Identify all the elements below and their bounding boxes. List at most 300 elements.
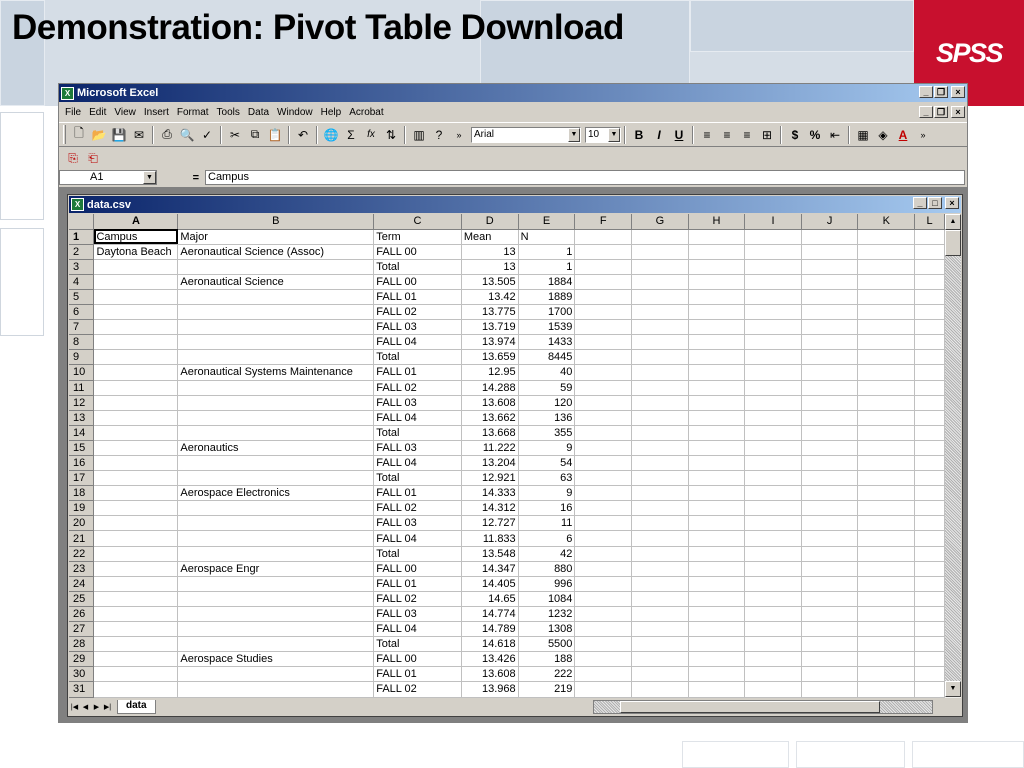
- cell-e[interactable]: 1539: [518, 320, 575, 335]
- cell-empty[interactable]: [632, 546, 689, 561]
- cell-empty[interactable]: [688, 637, 745, 652]
- cell-d[interactable]: 13: [461, 259, 518, 274]
- cell-empty[interactable]: [858, 365, 915, 380]
- cell-empty[interactable]: [745, 591, 802, 606]
- cell-a[interactable]: Campus: [94, 229, 178, 244]
- cell-b[interactable]: [178, 591, 374, 606]
- menu-tools[interactable]: Tools: [216, 106, 240, 118]
- cell-a[interactable]: [94, 456, 178, 471]
- cell-empty[interactable]: [858, 380, 915, 395]
- currency-button[interactable]: $: [791, 127, 799, 142]
- cell-empty[interactable]: [688, 305, 745, 320]
- cell-empty[interactable]: [858, 606, 915, 621]
- row-header[interactable]: 22: [69, 546, 94, 561]
- cell-empty[interactable]: [575, 546, 632, 561]
- row-header[interactable]: 1: [69, 229, 94, 244]
- menu-acrobat[interactable]: Acrobat: [349, 106, 384, 118]
- cell-a[interactable]: [94, 471, 178, 486]
- cell-c[interactable]: FALL 00: [374, 274, 462, 289]
- cell-empty[interactable]: [575, 456, 632, 471]
- cell-b[interactable]: [178, 425, 374, 440]
- cell-empty[interactable]: [915, 682, 945, 697]
- hyperlink-icon[interactable]: 🌐: [323, 127, 339, 142]
- cell-empty[interactable]: [801, 652, 858, 667]
- help-icon[interactable]: ?: [435, 127, 443, 142]
- cell-empty[interactable]: [858, 667, 915, 682]
- cell-empty[interactable]: [745, 380, 802, 395]
- cell-empty[interactable]: [632, 350, 689, 365]
- column-header-j[interactable]: J: [801, 214, 858, 229]
- chevron-down-icon[interactable]: ▼: [568, 128, 580, 142]
- cell-c[interactable]: FALL 00: [374, 652, 462, 667]
- cell-empty[interactable]: [745, 259, 802, 274]
- row-header[interactable]: 27: [69, 622, 94, 637]
- cell-b[interactable]: Aeronautics: [178, 440, 374, 455]
- cell-b[interactable]: Aeronautical Systems Maintenance: [178, 365, 374, 380]
- cell-empty[interactable]: [745, 244, 802, 259]
- cell-empty[interactable]: [575, 259, 632, 274]
- cell-empty[interactable]: [575, 682, 632, 697]
- cell-empty[interactable]: [745, 667, 802, 682]
- cell-empty[interactable]: [745, 516, 802, 531]
- cell-empty[interactable]: [632, 335, 689, 350]
- cell-c[interactable]: FALL 03: [374, 395, 462, 410]
- cell-e[interactable]: 355: [518, 425, 575, 440]
- cell-empty[interactable]: [858, 486, 915, 501]
- cell-empty[interactable]: [858, 561, 915, 576]
- cell-empty[interactable]: [575, 516, 632, 531]
- cell-b[interactable]: Aeronautical Science (Assoc): [178, 244, 374, 259]
- cell-a[interactable]: [94, 501, 178, 516]
- cell-empty[interactable]: [858, 456, 915, 471]
- next-sheet-icon[interactable]: ▶: [93, 703, 100, 711]
- cell-a[interactable]: [94, 667, 178, 682]
- scroll-down-icon[interactable]: ▼: [945, 681, 961, 697]
- cell-empty[interactable]: [688, 501, 745, 516]
- cell-d[interactable]: 14.312: [461, 501, 518, 516]
- cell-empty[interactable]: [632, 682, 689, 697]
- cell-empty[interactable]: [801, 622, 858, 637]
- cell-empty[interactable]: [575, 561, 632, 576]
- cell-b[interactable]: Aerospace Electronics: [178, 486, 374, 501]
- merge-center-icon[interactable]: ⊞: [761, 127, 773, 142]
- close-icon[interactable]: ×: [951, 106, 965, 118]
- cell-d[interactable]: 13.608: [461, 395, 518, 410]
- cell-empty[interactable]: [632, 606, 689, 621]
- cell-e[interactable]: 9: [518, 440, 575, 455]
- cell-empty[interactable]: [915, 652, 945, 667]
- cell-empty[interactable]: [688, 486, 745, 501]
- cell-e[interactable]: 880: [518, 561, 575, 576]
- cell-empty[interactable]: [801, 637, 858, 652]
- cell-empty[interactable]: [801, 380, 858, 395]
- cell-a[interactable]: [94, 637, 178, 652]
- menu-help[interactable]: Help: [320, 106, 342, 118]
- sheet-tab-data[interactable]: data: [117, 700, 156, 714]
- cell-empty[interactable]: [858, 591, 915, 606]
- cell-a[interactable]: [94, 289, 178, 304]
- cell-empty[interactable]: [688, 425, 745, 440]
- cell-d[interactable]: 14.288: [461, 380, 518, 395]
- cell-b[interactable]: [178, 410, 374, 425]
- cell-empty[interactable]: [632, 425, 689, 440]
- cell-empty[interactable]: [801, 305, 858, 320]
- cell-b[interactable]: Aeronautical Science: [178, 274, 374, 289]
- cell-empty[interactable]: [801, 365, 858, 380]
- cell-empty[interactable]: [688, 652, 745, 667]
- cell-empty[interactable]: [688, 350, 745, 365]
- cell-empty[interactable]: [801, 335, 858, 350]
- row-header[interactable]: 18: [69, 486, 94, 501]
- cell-b[interactable]: [178, 531, 374, 546]
- cell-e[interactable]: 1232: [518, 606, 575, 621]
- cell-empty[interactable]: [745, 606, 802, 621]
- cell-empty[interactable]: [745, 576, 802, 591]
- menu-window[interactable]: Window: [277, 106, 313, 118]
- cell-empty[interactable]: [745, 395, 802, 410]
- row-header[interactable]: 15: [69, 440, 94, 455]
- cell-b[interactable]: [178, 682, 374, 697]
- print-icon[interactable]: ⎙: [162, 127, 172, 141]
- cell-c[interactable]: FALL 04: [374, 410, 462, 425]
- cell-e[interactable]: 188: [518, 652, 575, 667]
- restore-icon[interactable]: ❐: [934, 86, 948, 98]
- row-header[interactable]: 7: [69, 320, 94, 335]
- cell-c[interactable]: Total: [374, 546, 462, 561]
- row-header[interactable]: 12: [69, 395, 94, 410]
- cell-empty[interactable]: [575, 244, 632, 259]
- cell-empty[interactable]: [915, 244, 945, 259]
- row-header[interactable]: 4: [69, 274, 94, 289]
- cell-empty[interactable]: [915, 591, 945, 606]
- row-header[interactable]: 6: [69, 305, 94, 320]
- menu-data[interactable]: Data: [247, 106, 270, 118]
- cell-empty[interactable]: [915, 501, 945, 516]
- cell-empty[interactable]: [575, 637, 632, 652]
- cell-b[interactable]: [178, 637, 374, 652]
- cell-empty[interactable]: [745, 682, 802, 697]
- cell-a[interactable]: [94, 682, 178, 697]
- cell-empty[interactable]: [915, 486, 945, 501]
- cell-c[interactable]: FALL 01: [374, 289, 462, 304]
- row-header[interactable]: 21: [69, 531, 94, 546]
- cell-e[interactable]: 6: [518, 531, 575, 546]
- cell-empty[interactable]: [858, 305, 915, 320]
- cell-empty[interactable]: [632, 561, 689, 576]
- cell-b[interactable]: [178, 606, 374, 621]
- cell-a[interactable]: [94, 531, 178, 546]
- cell-d[interactable]: 12.921: [461, 471, 518, 486]
- cell-empty[interactable]: [632, 410, 689, 425]
- cell-c[interactable]: FALL 02: [374, 305, 462, 320]
- cell-empty[interactable]: [801, 501, 858, 516]
- cell-empty[interactable]: [801, 606, 858, 621]
- cell-empty[interactable]: [688, 320, 745, 335]
- excel-title-bar[interactable]: [59, 84, 967, 102]
- cell-empty[interactable]: [745, 456, 802, 471]
- percent-button[interactable]: %: [809, 127, 821, 142]
- cell-empty[interactable]: [632, 395, 689, 410]
- cell-a[interactable]: [94, 380, 178, 395]
- cell-c[interactable]: FALL 02: [374, 591, 462, 606]
- cell-c[interactable]: FALL 03: [374, 516, 462, 531]
- cell-empty[interactable]: [688, 289, 745, 304]
- cell-empty[interactable]: [801, 591, 858, 606]
- font-name-select[interactable]: [471, 127, 581, 143]
- cell-empty[interactable]: [745, 652, 802, 667]
- cell-empty[interactable]: [575, 305, 632, 320]
- cell-a[interactable]: [94, 606, 178, 621]
- cell-b[interactable]: [178, 305, 374, 320]
- cell-empty[interactable]: [688, 335, 745, 350]
- cell-empty[interactable]: [688, 274, 745, 289]
- cell-empty[interactable]: [575, 425, 632, 440]
- cell-empty[interactable]: [801, 561, 858, 576]
- cell-empty[interactable]: [915, 229, 945, 244]
- cell-e[interactable]: 136: [518, 410, 575, 425]
- cell-a[interactable]: [94, 652, 178, 667]
- cell-a[interactable]: [94, 395, 178, 410]
- cell-a[interactable]: [94, 440, 178, 455]
- cell-b[interactable]: [178, 350, 374, 365]
- more-buttons-icon[interactable]: »: [456, 129, 462, 140]
- cell-empty[interactable]: [632, 471, 689, 486]
- cell-empty[interactable]: [858, 516, 915, 531]
- cell-empty[interactable]: [575, 622, 632, 637]
- cell-empty[interactable]: [915, 471, 945, 486]
- cell-b[interactable]: [178, 335, 374, 350]
- cell-empty[interactable]: [688, 471, 745, 486]
- row-header[interactable]: 24: [69, 576, 94, 591]
- cell-empty[interactable]: [858, 229, 915, 244]
- cell-d[interactable]: 13.608: [461, 667, 518, 682]
- cell-empty[interactable]: [688, 229, 745, 244]
- cell-empty[interactable]: [915, 365, 945, 380]
- cell-empty[interactable]: [801, 320, 858, 335]
- cell-empty[interactable]: [801, 471, 858, 486]
- cell-empty[interactable]: [745, 229, 802, 244]
- row-header[interactable]: 17: [69, 471, 94, 486]
- copy-icon[interactable]: ⧉: [250, 127, 260, 141]
- cell-empty[interactable]: [801, 576, 858, 591]
- menu-file[interactable]: File: [65, 106, 82, 118]
- cell-empty[interactable]: [915, 622, 945, 637]
- column-header-f[interactable]: F: [575, 214, 632, 229]
- cell-empty[interactable]: [915, 546, 945, 561]
- cell-d[interactable]: Mean: [461, 229, 518, 244]
- cell-empty[interactable]: [915, 410, 945, 425]
- cell-empty[interactable]: [745, 486, 802, 501]
- cell-d[interactable]: 13: [461, 244, 518, 259]
- row-header[interactable]: 11: [69, 380, 94, 395]
- cell-d[interactable]: 12.727: [461, 516, 518, 531]
- cell-e[interactable]: 16: [518, 501, 575, 516]
- cell-c[interactable]: FALL 04: [374, 335, 462, 350]
- cell-empty[interactable]: [688, 546, 745, 561]
- workbook-icon[interactable]: X: [71, 198, 84, 211]
- menu-view[interactable]: View: [114, 106, 136, 118]
- italic-button[interactable]: I: [657, 127, 661, 142]
- cell-empty[interactable]: [915, 350, 945, 365]
- cell-empty[interactable]: [575, 289, 632, 304]
- cell-b[interactable]: [178, 289, 374, 304]
- column-header-h[interactable]: H: [688, 214, 745, 229]
- cell-empty[interactable]: [632, 516, 689, 531]
- cell-c[interactable]: FALL 01: [374, 365, 462, 380]
- cell-empty[interactable]: [915, 667, 945, 682]
- formula-input[interactable]: Campus: [205, 170, 965, 185]
- vertical-scroll-track[interactable]: [945, 256, 961, 681]
- name-box[interactable]: [59, 170, 157, 185]
- column-header-i[interactable]: I: [745, 214, 802, 229]
- cell-d[interactable]: 14.347: [461, 561, 518, 576]
- cell-c[interactable]: Total: [374, 350, 462, 365]
- cell-empty[interactable]: [688, 667, 745, 682]
- cell-empty[interactable]: [575, 365, 632, 380]
- cell-b[interactable]: [178, 516, 374, 531]
- row-header[interactable]: 28: [69, 637, 94, 652]
- cell-empty[interactable]: [858, 350, 915, 365]
- cell-empty[interactable]: [801, 682, 858, 697]
- cell-a[interactable]: [94, 561, 178, 576]
- cell-a[interactable]: [94, 259, 178, 274]
- new-file-icon[interactable]: 🗋: [74, 126, 84, 140]
- cell-a[interactable]: [94, 425, 178, 440]
- function-icon[interactable]: fx: [367, 129, 375, 140]
- select-all-corner[interactable]: [69, 214, 94, 229]
- cell-empty[interactable]: [858, 501, 915, 516]
- cell-empty[interactable]: [858, 274, 915, 289]
- cell-empty[interactable]: [915, 456, 945, 471]
- cell-d[interactable]: 13.974: [461, 335, 518, 350]
- cell-d[interactable]: 14.789: [461, 622, 518, 637]
- cell-empty[interactable]: [745, 546, 802, 561]
- cell-d[interactable]: 13.662: [461, 410, 518, 425]
- print-preview-icon[interactable]: 🔍: [179, 127, 195, 142]
- cell-empty[interactable]: [632, 531, 689, 546]
- row-header[interactable]: 5: [69, 289, 94, 304]
- cell-b[interactable]: [178, 395, 374, 410]
- cell-empty[interactable]: [801, 546, 858, 561]
- chart-wizard-icon[interactable]: ▥: [413, 127, 425, 142]
- cell-d[interactable]: 14.405: [461, 576, 518, 591]
- cell-empty[interactable]: [632, 637, 689, 652]
- cell-empty[interactable]: [688, 606, 745, 621]
- cell-empty[interactable]: [801, 274, 858, 289]
- cell-empty[interactable]: [632, 456, 689, 471]
- column-header-c[interactable]: C: [374, 214, 462, 229]
- row-header[interactable]: 3: [69, 259, 94, 274]
- cell-empty[interactable]: [745, 561, 802, 576]
- horizontal-scroll-thumb[interactable]: [620, 701, 880, 713]
- cell-d[interactable]: 13.968: [461, 682, 518, 697]
- cell-c[interactable]: FALL 03: [374, 606, 462, 621]
- cell-empty[interactable]: [688, 591, 745, 606]
- cell-a[interactable]: [94, 335, 178, 350]
- cell-empty[interactable]: [745, 471, 802, 486]
- cell-a[interactable]: [94, 546, 178, 561]
- row-header[interactable]: 14: [69, 425, 94, 440]
- sort-ascending-icon[interactable]: ⇅: [385, 127, 397, 142]
- cell-a[interactable]: Daytona Beach: [94, 244, 178, 259]
- cell-empty[interactable]: [632, 380, 689, 395]
- close-icon[interactable]: ×: [945, 197, 959, 209]
- cell-a[interactable]: [94, 591, 178, 606]
- vertical-scroll-thumb[interactable]: [945, 230, 961, 256]
- cell-empty[interactable]: [688, 244, 745, 259]
- font-color-icon[interactable]: A: [898, 127, 908, 142]
- cell-d[interactable]: 13.42: [461, 289, 518, 304]
- cell-empty[interactable]: [632, 365, 689, 380]
- column-header-k[interactable]: K: [858, 214, 915, 229]
- cell-empty[interactable]: [801, 425, 858, 440]
- cell-empty[interactable]: [575, 486, 632, 501]
- cell-empty[interactable]: [688, 682, 745, 697]
- cell-a[interactable]: [94, 274, 178, 289]
- restore-icon[interactable]: ❐: [934, 106, 948, 118]
- excel-app-icon[interactable]: X: [61, 87, 74, 100]
- cell-empty[interactable]: [858, 244, 915, 259]
- cell-c[interactable]: Total: [374, 637, 462, 652]
- cell-empty[interactable]: [745, 335, 802, 350]
- cell-b[interactable]: [178, 501, 374, 516]
- paste-icon[interactable]: 📋: [267, 127, 283, 142]
- maximize-icon[interactable]: □: [928, 197, 942, 209]
- prev-sheet-icon[interactable]: ◀: [82, 703, 89, 711]
- cell-empty[interactable]: [745, 320, 802, 335]
- align-center-icon[interactable]: ≡: [723, 127, 731, 142]
- cell-empty[interactable]: [915, 425, 945, 440]
- row-header[interactable]: 13: [69, 410, 94, 425]
- cell-empty[interactable]: [915, 637, 945, 652]
- cell-c[interactable]: Term: [374, 229, 462, 244]
- cell-empty[interactable]: [801, 667, 858, 682]
- cell-empty[interactable]: [745, 637, 802, 652]
- cell-d[interactable]: 14.774: [461, 606, 518, 621]
- cell-e[interactable]: 1433: [518, 335, 575, 350]
- cell-e[interactable]: 63: [518, 471, 575, 486]
- cell-a[interactable]: [94, 410, 178, 425]
- cell-empty[interactable]: [688, 622, 745, 637]
- cell-empty[interactable]: [575, 335, 632, 350]
- cell-d[interactable]: 11.833: [461, 531, 518, 546]
- cell-empty[interactable]: [575, 606, 632, 621]
- cell-empty[interactable]: [801, 410, 858, 425]
- column-header-b[interactable]: B: [178, 214, 374, 229]
- cell-empty[interactable]: [632, 320, 689, 335]
- cell-empty[interactable]: [858, 531, 915, 546]
- cell-empty[interactable]: [688, 576, 745, 591]
- cell-b[interactable]: [178, 667, 374, 682]
- cell-empty[interactable]: [745, 425, 802, 440]
- cell-empty[interactable]: [575, 380, 632, 395]
- cell-d[interactable]: 14.618: [461, 637, 518, 652]
- close-icon[interactable]: ×: [951, 86, 965, 98]
- align-left-icon[interactable]: ≡: [703, 127, 711, 142]
- cell-a[interactable]: [94, 486, 178, 501]
- cell-empty[interactable]: [575, 410, 632, 425]
- cell-empty[interactable]: [688, 380, 745, 395]
- cell-empty[interactable]: [575, 501, 632, 516]
- cell-d[interactable]: 12.95: [461, 365, 518, 380]
- cell-e[interactable]: 219: [518, 682, 575, 697]
- cell-empty[interactable]: [801, 244, 858, 259]
- row-header[interactable]: 19: [69, 501, 94, 516]
- cell-empty[interactable]: [915, 576, 945, 591]
- cell-empty[interactable]: [801, 259, 858, 274]
- cell-d[interactable]: 13.719: [461, 320, 518, 335]
- minimize-icon[interactable]: _: [919, 106, 933, 118]
